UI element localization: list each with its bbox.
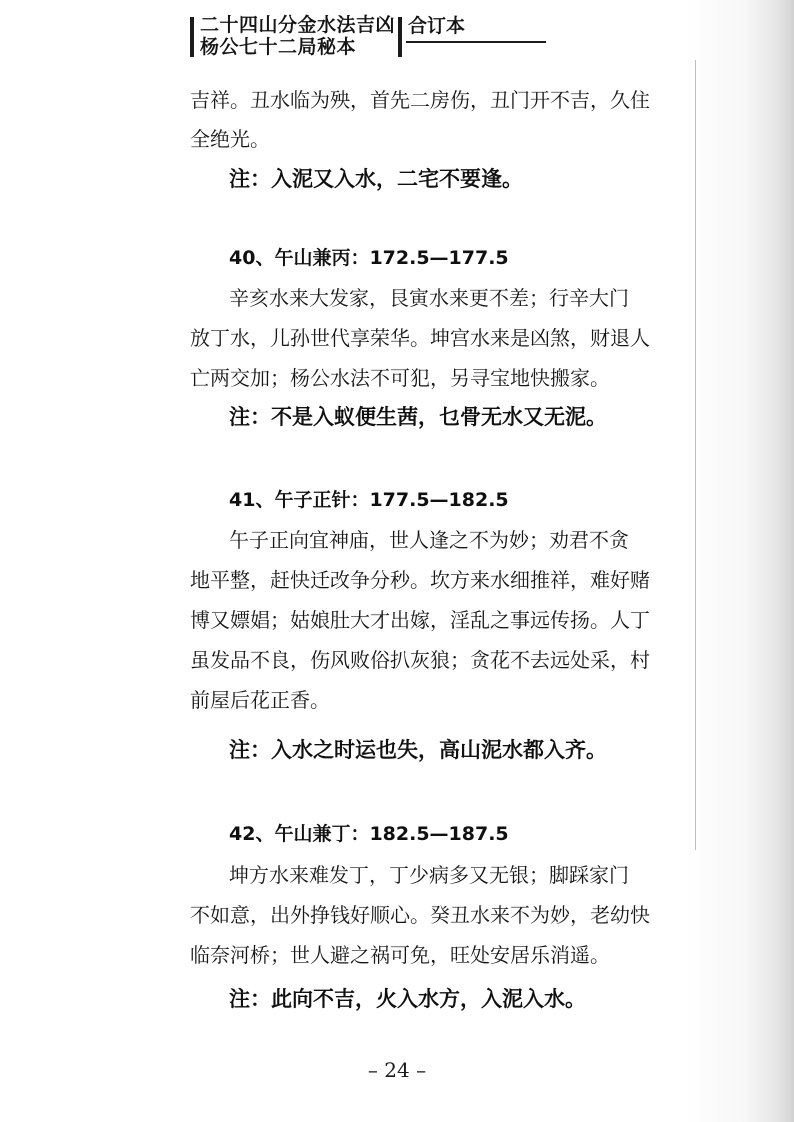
section-line: 地平整，赶快迁改争分秒。坎方来水细推祥，难好赌 [190, 568, 650, 592]
section-line: 博又嫖娼；姑娘肚大才出嫁，淫乱之事远传扬。人丁 [190, 608, 650, 632]
header-rule [406, 41, 546, 43]
section-heading: 41、午子正针：177.5—182.5 [229, 489, 509, 511]
section-line: 坤方水来难发丁，丁少病多又无银；脚踩家门 [229, 863, 629, 887]
page-number: – 24 – [367, 1058, 427, 1082]
section-heading: 42、午山兼丁：182.5—187.5 [229, 823, 509, 845]
section-line: 临奈河桥；世人避之祸可免，旺处安居乐消遥。 [190, 943, 610, 967]
section-line: 虽发品不良，伤风败俗扒灰狼；贪花不去远处采，村 [190, 648, 650, 672]
book-title-line2: 杨公七十二局秘本 [200, 36, 357, 58]
book-title [200, 14, 395, 58]
section-line: 前屋后花正香。 [190, 688, 330, 712]
section-line: 辛亥水来大发家，艮寅水来更不差；行辛大门 [229, 286, 629, 310]
section-note: 注：入水之时运也失，高山泥水都入齐。 [229, 738, 607, 762]
scan-edge-line [695, 60, 696, 850]
book-title-line1: 二十四山分金水法吉凶 [200, 14, 396, 36]
section-note: 注：不是入蚁便生茜，乜骨无水又无泥。 [229, 405, 607, 429]
header-left-bar [190, 17, 194, 57]
section-note: 注：此向不吉，火入水方，入泥入水。 [229, 987, 586, 1011]
header-divider-bar [398, 17, 402, 57]
section-line: 放丁水，儿孙世代享荣华。坤宫水来是凶煞，财退人 [190, 326, 650, 350]
section-heading: 40、午山兼丙：172.5—177.5 [229, 247, 509, 269]
section-line: 不如意，出外挣钱好顺心。癸丑水来不为妙，老幼快 [190, 903, 650, 927]
running-header [190, 14, 550, 56]
intro-line: 吉祥。丑水临为殃，首先二房伤，丑门开不吉，久住 [190, 88, 650, 112]
scan-edge-shadow [684, 0, 794, 1122]
intro-line: 全绝光。 [190, 127, 270, 151]
intro-note: 注：入泥又入水，二宅不要逢。 [229, 167, 523, 191]
section-line: 午子正向宜神庙，世人逢之不为妙；劝君不贪 [229, 528, 629, 552]
book-subtitle: 合订本 [408, 15, 466, 37]
section-line: 亡两交加；杨公水法不可犯，另寻宝地快搬家。 [190, 366, 610, 390]
